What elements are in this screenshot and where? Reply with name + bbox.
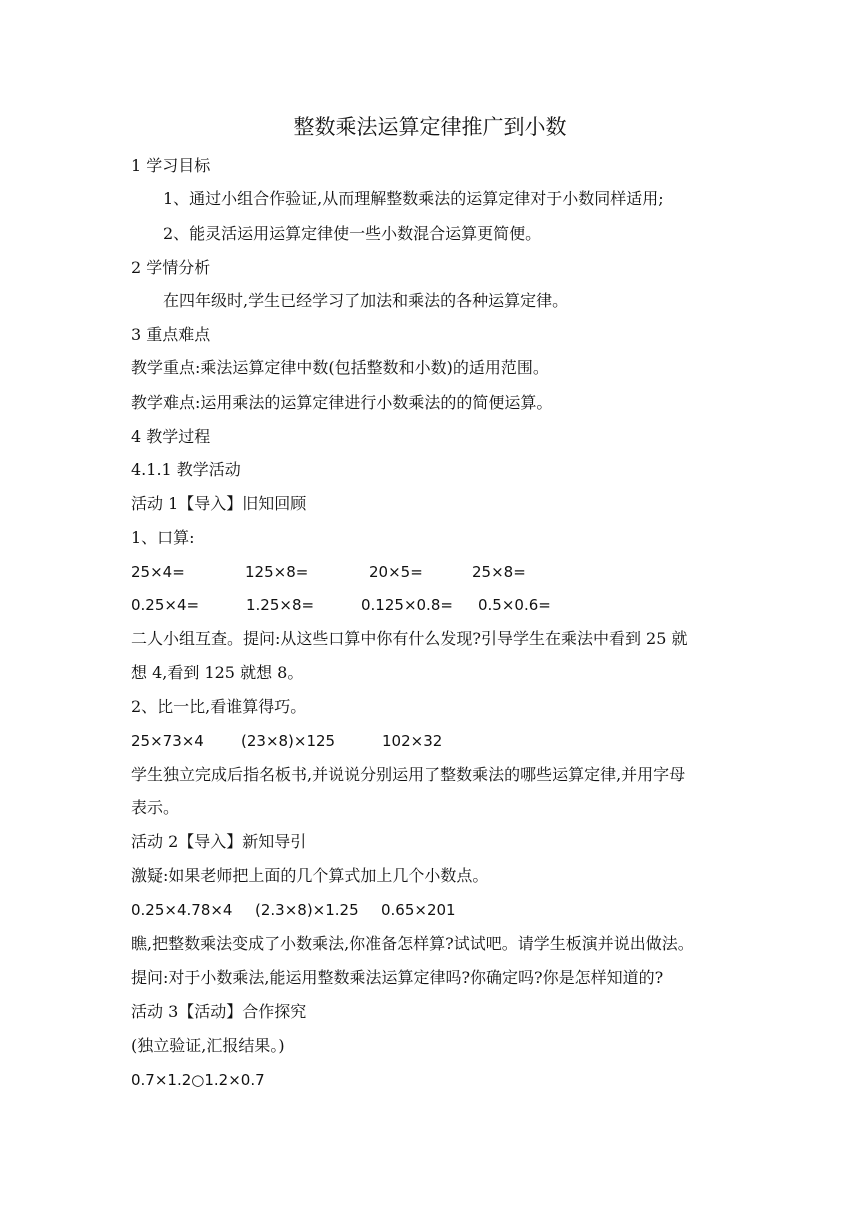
- expression: 25×8=: [472, 563, 526, 581]
- key-point-text: 教学重点:乘法运算定律中数(包括整数和小数)的适用范围。: [131, 358, 549, 377]
- activity-3-title: 活动 3【活动】合作探究: [131, 1002, 307, 1021]
- verify-text: (独立验证,汇报结果。): [131, 1036, 285, 1055]
- question-text: 提问:对于小数乘法,能运用整数乘法运算定律吗?你确定吗?你是怎样知道的?: [131, 968, 664, 987]
- activity-1-title: 活动 1【导入】旧知回顾: [131, 494, 307, 513]
- expression: 20×5=: [369, 563, 423, 581]
- expression: (23×8)×125: [241, 732, 336, 750]
- compare-expression: 0.7×1.2○1.2×0.7: [131, 1071, 265, 1089]
- goal-item-2: 2、能灵活运用运算定律使一些小数混合运算更简便。: [163, 224, 542, 243]
- pair-check-line-1: 二人小组互查。提问:从这些口算中你有什么发现?引导学生在乘法中看到 25 就: [131, 629, 688, 648]
- difficulty-text: 教学难点:运用乘法的运算定律进行小数乘法的的简便运算。: [131, 393, 553, 412]
- expression: 25×4=: [131, 563, 185, 581]
- section-heading-goals: 1 学习目标: [131, 156, 211, 175]
- expression: 125×8=: [245, 563, 309, 581]
- section-heading-analysis: 2 学情分析: [131, 258, 211, 277]
- expression: 1.25×8=: [246, 596, 315, 614]
- section-heading-key-points: 3 重点难点: [131, 325, 211, 344]
- subsection-heading-activities: 4.1.1 教学活动: [131, 460, 241, 479]
- compare-row: [0, 730, 860, 752]
- pair-check-line-2: 想 4,看到 125 就想 8。: [131, 663, 304, 682]
- expression: 0.25×4=: [131, 596, 200, 614]
- oral-calc-row-1: [0, 561, 860, 583]
- oral-calc-row-2: [0, 594, 860, 616]
- expression: 0.5×0.6=: [478, 596, 551, 614]
- expression: 0.65×201: [381, 901, 456, 919]
- independent-line-2: 表示。: [131, 798, 180, 817]
- oral-calc-label: 1、口算:: [131, 528, 195, 547]
- inquiry-text: 激疑:如果老师把上面的几个算式加上几个小数点。: [131, 866, 489, 885]
- compare-label: 2、比一比,看谁算得巧。: [131, 697, 307, 716]
- decimal-row: [0, 899, 860, 921]
- independent-line-1: 学生独立完成后指名板书,并说说分别运用了整数乘法的哪些运算定律,并用字母: [131, 765, 686, 784]
- document-title: 整数乘法运算定律推广到小数: [293, 115, 567, 139]
- look-text: 瞧,把整数乘法变成了小数乘法,你准备怎样算?试试吧。请学生板演并说出做法。: [131, 934, 694, 953]
- expression: (2.3×8)×1.25: [255, 901, 359, 919]
- analysis-text: 在四年级时,学生已经学习了加法和乘法的各种运算定律。: [163, 291, 569, 310]
- expression: 102×32: [382, 732, 443, 750]
- expression: 25×73×4: [131, 732, 204, 750]
- expression: 0.125×0.8=: [361, 596, 453, 614]
- goal-item-1: 1、通过小组合作验证,从而理解整数乘法的运算定律对于小数同样适用;: [163, 189, 664, 208]
- expression: 0.25×4.78×4: [131, 901, 233, 919]
- section-heading-process: 4 教学过程: [131, 427, 211, 446]
- activity-2-title: 活动 2【导入】新知导引: [131, 832, 307, 851]
